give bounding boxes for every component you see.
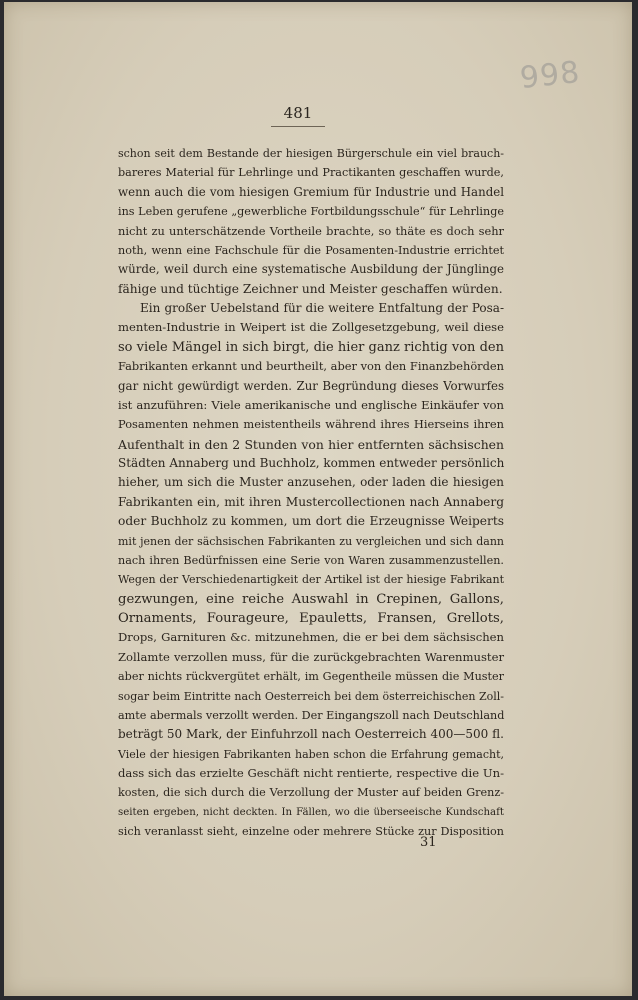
text-line: Fabrikanten erkannt und beurtheilt, aber von den Finanzbehörden: [118, 359, 504, 374]
text-line: nicht zu unterschätzende Vortheile brachte, so thäte es doch sehr: [118, 223, 504, 238]
text-line: sogar beim Eintritte nach Oesterreich bei dem österreichischen Zoll-: [118, 689, 504, 703]
body-text: [118, 144, 504, 842]
text-line: ins Leben gerufene „gewerbliche Fortbildungsschule“ für Lehrlinge: [118, 205, 504, 219]
text-line: mit jenen der sächsischen Fabrikanten zu vergleichen und sich dann: [118, 534, 504, 548]
text-line: nach ihren Bedürfnissen eine Serie von Waren zusammenzustellen.: [118, 553, 504, 567]
text-line: aber nichts rückvergütet erhält, im Gegentheile müssen die Muster: [118, 670, 504, 684]
header-rule: [271, 126, 325, 127]
text-line: amte abermals verzollt werden. Der Eingangszoll nach Deutschland: [118, 708, 505, 722]
text-line: gezwungen, eine reiche Auswahl in Crepinen, Gallons,: [118, 591, 504, 607]
text-line: bareres Material für Lehrlinge und Practikanten geschaffen wurde,: [118, 166, 504, 180]
text-line: noth, wenn eine Fachschule für die Posamenten-Industrie errichtet: [118, 243, 504, 257]
text-line: oder Buchholz zu kommen, um dort die Erzeugnisse Weiperts: [118, 514, 504, 529]
text-line: beträgt 50 Mark, der Einfuhrzoll nach Oesterreich 400—500 fl.: [118, 727, 504, 742]
text-line: Städten Annaberg und Buchholz, kommen entweder persönlich: [118, 456, 505, 470]
text-line: Drops, Garnituren &c. mitzunehmen, die er bei dem sächsischen: [118, 630, 504, 645]
pencil-annotation: 998: [518, 54, 582, 97]
text-line: Ornaments, Fourageure, Epauletts, Fransen, Grellots,: [118, 611, 504, 626]
text-line: ist anzuführen: Viele amerikanische und englische Einkäufer von: [118, 397, 504, 412]
text-line: würde, weil durch eine systematische Ausbildung der Jünglinge: [118, 262, 504, 277]
signature-mark: 31: [420, 835, 437, 850]
text-line: dass sich das erzielte Geschäft nicht rentierte, respective die Un-: [118, 766, 504, 780]
text-line: Posamenten nehmen meistentheils während ihres Hierseins ihren: [118, 417, 504, 432]
text-line: sich veranlasst sieht, einzelne oder mehrere Stücke zur Disposition: [118, 825, 504, 839]
text-line: fähige und tüchtige Zeichner und Meister geschaffen würden.: [118, 281, 503, 296]
text-line: wenn auch die vom hiesigen Gremium für Industrie und Handel: [118, 184, 504, 199]
text-line: Aufenthalt in den 2 Stunden von hier entfernten sächsischen: [118, 436, 504, 452]
text-line: Fabrikanten ein, mit ihren Mustercollectionen nach Annaberg: [118, 494, 504, 509]
page-number: 481: [283, 104, 313, 122]
text-line: schon seit dem Bestande der hiesigen Bürgerschule ein viel brauch-: [118, 147, 504, 160]
text-line: kosten, die sich durch die Verzollung der Muster auf beiden Grenz-: [118, 786, 504, 800]
text-line: Wegen der Verschiedenartigkeit der Artikel ist der hiesige Fabrikant: [118, 573, 504, 587]
text-line: Zollamte verzollen muss, für die zurückgebrachten Warenmuster: [118, 649, 504, 664]
text-line: so viele Mängel in sich birgt, die hier ganz richtig von den: [118, 339, 504, 355]
text-line: hieher, um sich die Muster anzusehen, oder laden die hiesigen: [118, 475, 504, 490]
text-line: Ein großer Uebelstand für die weitere Entfaltung der Posa-: [140, 301, 504, 315]
text-line: gar nicht gewürdigt werden. Zur Begründung dieses Vorwurfes: [118, 378, 504, 393]
text-line: Viele der hiesigen Fabrikanten haben schon die Erfahrung gemacht,: [118, 747, 504, 761]
text-line: seiten ergeben, nicht deckten. In Fällen, wo die überseeische Kundschaft: [118, 806, 504, 818]
text-line: menten-Industrie in Weipert ist die Zollgesetzgebung, weil diese: [118, 320, 504, 335]
